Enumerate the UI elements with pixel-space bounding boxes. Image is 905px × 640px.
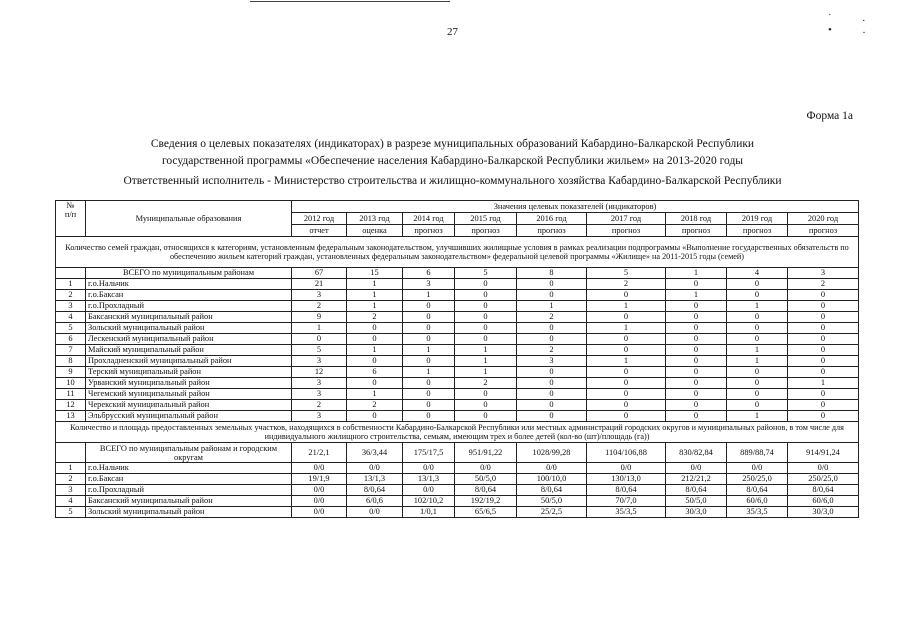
value-cell: 2 <box>517 345 587 356</box>
value-cell: 102/10,2 <box>403 496 455 507</box>
value-cell: 1 <box>347 389 403 400</box>
header-year: 2020 год <box>788 213 859 225</box>
municipality-name: Прохладненский муниципальный район <box>86 356 292 367</box>
value-cell: 0 <box>788 389 859 400</box>
value-cell: 0 <box>517 279 587 290</box>
value-cell: 0 <box>455 279 517 290</box>
header-kind: прогноз <box>727 225 788 237</box>
value-cell: 0 <box>455 301 517 312</box>
header-kind: отчет <box>292 225 347 237</box>
value-cell: 0 <box>788 356 859 367</box>
table-row <box>56 312 859 323</box>
value-cell: 1 <box>587 356 666 367</box>
value-cell: 3 <box>292 356 347 367</box>
value-cell: 0 <box>587 378 666 389</box>
municipality-name: г.о.Баксан <box>86 474 292 485</box>
value-cell: 0/0 <box>517 463 587 474</box>
value-cell: 0 <box>517 290 587 301</box>
row-number: 12 <box>56 400 86 411</box>
header-municipality: Муниципальные образования <box>86 201 292 237</box>
value-cell: 0/0 <box>727 463 788 474</box>
municipality-name: г.о.Нальчик <box>86 279 292 290</box>
value-cell: 60/6,0 <box>727 496 788 507</box>
municipality-name: Баксанский муниципальный район <box>86 312 292 323</box>
value-cell: 0 <box>347 356 403 367</box>
value-cell: 0 <box>666 301 727 312</box>
top-rule <box>250 1 450 2</box>
value-cell: 0 <box>788 400 859 411</box>
municipality-name: Лескенский муниципальный район <box>86 334 292 345</box>
header-year: 2014 год <box>403 213 455 225</box>
value-cell: 2 <box>517 312 587 323</box>
value-cell: 8/0,64 <box>455 485 517 496</box>
value-cell: 2 <box>347 400 403 411</box>
header-values-title: Значения целевых показателей (индикаторов) <box>292 201 859 213</box>
value-cell: 3 <box>292 378 347 389</box>
row-number <box>56 443 86 463</box>
value-cell: 0 <box>517 400 587 411</box>
row-number: 3 <box>56 485 86 496</box>
value-cell: 1 <box>347 301 403 312</box>
value-cell: 0 <box>666 367 727 378</box>
value-cell: 50/5,0 <box>517 496 587 507</box>
municipality-name: г.о.Нальчик <box>86 463 292 474</box>
value-cell: 0/0 <box>292 507 347 518</box>
value-cell: 1 <box>455 356 517 367</box>
value-cell: 0 <box>727 400 788 411</box>
value-cell: 2 <box>292 400 347 411</box>
value-cell: 0/0 <box>292 485 347 496</box>
value-cell: 0 <box>727 389 788 400</box>
value-cell: 8 <box>517 268 587 279</box>
value-cell: 0 <box>455 411 517 422</box>
table-row <box>56 389 859 400</box>
row-number: 1 <box>56 463 86 474</box>
value-cell: 2 <box>788 279 859 290</box>
value-cell: 5 <box>455 268 517 279</box>
value-cell: 0 <box>727 367 788 378</box>
value-cell: 0/0 <box>455 463 517 474</box>
value-cell: 0 <box>455 290 517 301</box>
value-cell: 0 <box>666 411 727 422</box>
value-cell: 1 <box>292 323 347 334</box>
value-cell: 192/19,2 <box>455 496 517 507</box>
municipality-name: г.о.Прохладный <box>86 301 292 312</box>
value-cell: 0 <box>587 290 666 301</box>
value-cell: 3 <box>788 268 859 279</box>
value-cell: 0 <box>403 312 455 323</box>
row-number: 5 <box>56 507 86 518</box>
header-year: 2012 год <box>292 213 347 225</box>
value-cell: 0 <box>788 290 859 301</box>
section-title-row <box>56 237 859 268</box>
value-cell: 65/6,5 <box>455 507 517 518</box>
value-cell: 0 <box>292 334 347 345</box>
value-cell: 0 <box>666 334 727 345</box>
value-cell: 1 <box>587 301 666 312</box>
total-row <box>56 268 859 279</box>
value-cell: 250/25,0 <box>727 474 788 485</box>
row-number: 3 <box>56 301 86 312</box>
value-cell: 0 <box>517 378 587 389</box>
value-cell: 0 <box>455 312 517 323</box>
value-cell: 0/0 <box>292 463 347 474</box>
value-cell: 1 <box>403 290 455 301</box>
indicators-table <box>55 200 859 518</box>
table-row <box>56 507 859 518</box>
value-cell: 8/0,64 <box>788 485 859 496</box>
value-cell: 2 <box>347 312 403 323</box>
value-cell: 0/0 <box>403 463 455 474</box>
value-cell: 0 <box>403 301 455 312</box>
value-cell: 1 <box>727 411 788 422</box>
row-number: 4 <box>56 312 86 323</box>
value-cell: 0/0 <box>347 463 403 474</box>
value-cell: 2 <box>292 301 347 312</box>
value-cell: 1 <box>727 356 788 367</box>
table-row <box>56 301 859 312</box>
value-cell: 1 <box>666 290 727 301</box>
corner-marks: ˙ . • . <box>828 12 880 36</box>
value-cell: 3 <box>403 279 455 290</box>
table-row <box>56 400 859 411</box>
table-row <box>56 496 859 507</box>
value-cell: 70/7,0 <box>587 496 666 507</box>
value-cell: 0 <box>455 400 517 411</box>
value-cell: 0 <box>788 312 859 323</box>
value-cell: 67 <box>292 268 347 279</box>
table-row <box>56 485 859 496</box>
header-kind: прогноз <box>666 225 727 237</box>
value-cell: 3 <box>517 356 587 367</box>
header-kind: прогноз <box>455 225 517 237</box>
value-cell: 30/3,0 <box>788 507 859 518</box>
table-row <box>56 279 859 290</box>
table-row <box>56 334 859 345</box>
value-cell: 0 <box>403 411 455 422</box>
value-cell: 13/1,3 <box>347 474 403 485</box>
value-cell: 0 <box>666 389 727 400</box>
section-title: Количество семей граждан, относящихся к категориям, установленным федеральным законодательством, улучшивших жилищные условия в рамках реализации подпрограммы «Выполнение государственных обязательств по обеспечению жильем категорий граждан, установленных федеральным законодательством» федеральной целевой программы «Жилище» на 2011-2015 годы (семей) <box>56 237 859 268</box>
value-cell: 0 <box>666 312 727 323</box>
value-cell: 0 <box>788 301 859 312</box>
value-cell: 0 <box>587 334 666 345</box>
value-cell: 0/0 <box>666 463 727 474</box>
value-cell: 1 <box>727 301 788 312</box>
value-cell: 0 <box>347 378 403 389</box>
municipality-name: Урванский муниципальный район <box>86 378 292 389</box>
header-year: 2015 год <box>455 213 517 225</box>
value-cell: 3 <box>292 411 347 422</box>
value-cell: 0 <box>403 356 455 367</box>
header-year: 2013 год <box>347 213 403 225</box>
value-cell: 36/3,44 <box>347 443 403 463</box>
header-num: № п/п <box>56 201 86 237</box>
value-cell: 1 <box>666 268 727 279</box>
municipality-name: Чегемский муниципальный район <box>86 389 292 400</box>
value-cell: 2 <box>455 378 517 389</box>
value-cell: 889/88,74 <box>727 443 788 463</box>
value-cell: 35/3,5 <box>587 507 666 518</box>
value-cell: 0 <box>587 312 666 323</box>
value-cell: 8/0,64 <box>347 485 403 496</box>
title-line-3: Ответственный исполнитель - Министерство строительства и жилищно-коммунального хозяйства Кабардино-Балкарской Республики <box>123 175 782 187</box>
value-cell: 0 <box>587 411 666 422</box>
municipality-name: Зольский муниципальный район <box>86 323 292 334</box>
value-cell: 0 <box>455 389 517 400</box>
value-cell: 8/0,64 <box>727 485 788 496</box>
value-cell: 100/10,0 <box>517 474 587 485</box>
value-cell: 0 <box>727 334 788 345</box>
value-cell: 0 <box>347 323 403 334</box>
title-line-2: государственной программы «Обеспечение населения Кабардино-Балкарской Республики жильем» на 2013-2020 годы <box>161 155 744 167</box>
table-row <box>56 411 859 422</box>
value-cell: 30/3,0 <box>666 507 727 518</box>
row-number: 7 <box>56 345 86 356</box>
value-cell: 0 <box>403 323 455 334</box>
value-cell: 0 <box>347 411 403 422</box>
value-cell: 13/1,3 <box>403 474 455 485</box>
value-cell: 0 <box>666 400 727 411</box>
value-cell: 0 <box>403 400 455 411</box>
value-cell: 250/25,0 <box>788 474 859 485</box>
value-cell: 0 <box>455 323 517 334</box>
section-title: Количество и площадь предоставленных земельных участков, находящихся в собственности Кабардино-Балкарской Республики или местных администраций городских округов и муниципальных районов, в том числе для индивидуального жилищного строительства, семьям, имеющим трех и более детей (кол-во (шт)/площадь (га)) <box>56 422 859 443</box>
value-cell: 0 <box>666 279 727 290</box>
row-number: 2 <box>56 474 86 485</box>
value-cell: 50/5,0 <box>666 496 727 507</box>
value-cell: 1 <box>347 290 403 301</box>
value-cell: 0 <box>727 279 788 290</box>
header-kind: прогноз <box>587 225 666 237</box>
value-cell: 0 <box>517 323 587 334</box>
section-title-row <box>56 422 859 443</box>
value-cell: 0 <box>788 323 859 334</box>
total-label: ВСЕГО по муниципальным районам и городским округам <box>86 443 292 463</box>
table-row <box>56 367 859 378</box>
value-cell: 0 <box>347 334 403 345</box>
value-cell: 0/0 <box>292 496 347 507</box>
value-cell: 8/0,64 <box>517 485 587 496</box>
header-year: 2018 год <box>666 213 727 225</box>
value-cell: 1 <box>455 345 517 356</box>
total-row <box>56 443 859 463</box>
value-cell: 0 <box>587 400 666 411</box>
municipality-name: Эльбрусский муниципальный район <box>86 411 292 422</box>
municipality-name: г.о.Прохладный <box>86 485 292 496</box>
value-cell: 914/91,24 <box>788 443 859 463</box>
value-cell: 0 <box>788 411 859 422</box>
form-label: Форма 1а <box>806 110 853 122</box>
row-number: 11 <box>56 389 86 400</box>
table-row <box>56 323 859 334</box>
header-kind: оценка <box>347 225 403 237</box>
value-cell: 25/2,5 <box>517 507 587 518</box>
value-cell: 5 <box>587 268 666 279</box>
table-row <box>56 290 859 301</box>
value-cell: 6 <box>347 367 403 378</box>
value-cell: 8/0,64 <box>666 485 727 496</box>
value-cell: 21 <box>292 279 347 290</box>
value-cell: 1 <box>517 301 587 312</box>
value-cell: 1 <box>727 345 788 356</box>
municipality-name: Зольский муниципальный район <box>86 507 292 518</box>
value-cell: 0 <box>666 356 727 367</box>
row-number: 4 <box>56 496 86 507</box>
value-cell: 3 <box>292 290 347 301</box>
value-cell: 50/5,0 <box>455 474 517 485</box>
value-cell: 2 <box>587 279 666 290</box>
value-cell: 8/0,64 <box>587 485 666 496</box>
value-cell: 1 <box>403 345 455 356</box>
value-cell: 3 <box>292 389 347 400</box>
value-cell: 1104/106,88 <box>587 443 666 463</box>
value-cell: 212/21,2 <box>666 474 727 485</box>
value-cell: 1 <box>587 323 666 334</box>
municipality-name: Баксанский муниципальный район <box>86 496 292 507</box>
value-cell: 0 <box>788 367 859 378</box>
value-cell: 0/0 <box>788 463 859 474</box>
value-cell: 0/0 <box>403 485 455 496</box>
value-cell: 0 <box>666 345 727 356</box>
value-cell: 4 <box>727 268 788 279</box>
value-cell: 1028/99,28 <box>517 443 587 463</box>
value-cell: 0 <box>517 367 587 378</box>
value-cell: 0 <box>587 345 666 356</box>
value-cell: 0 <box>587 389 666 400</box>
value-cell: 0 <box>788 334 859 345</box>
header-year: 2016 год <box>517 213 587 225</box>
value-cell: 0 <box>727 290 788 301</box>
row-number: 13 <box>56 411 86 422</box>
value-cell: 130/13,0 <box>587 474 666 485</box>
value-cell: 1 <box>347 345 403 356</box>
municipality-name: Майский муниципальный район <box>86 345 292 356</box>
header-kind: прогноз <box>403 225 455 237</box>
row-number: 5 <box>56 323 86 334</box>
value-cell: 60/6,0 <box>788 496 859 507</box>
value-cell: 1 <box>347 279 403 290</box>
row-number <box>56 268 86 279</box>
page-number: 27 <box>447 26 458 38</box>
value-cell: 0 <box>666 323 727 334</box>
municipality-name: г.о.Баксан <box>86 290 292 301</box>
value-cell: 951/91,22 <box>455 443 517 463</box>
value-cell: 5 <box>292 345 347 356</box>
value-cell: 0 <box>788 345 859 356</box>
value-cell: 1/0,1 <box>403 507 455 518</box>
value-cell: 0 <box>587 367 666 378</box>
value-cell: 0 <box>517 334 587 345</box>
value-cell: 0 <box>403 334 455 345</box>
table-row <box>56 378 859 389</box>
value-cell: 0 <box>666 378 727 389</box>
value-cell: 1 <box>455 367 517 378</box>
value-cell: 0 <box>455 334 517 345</box>
value-cell: 0 <box>403 389 455 400</box>
value-cell: 175/17,5 <box>403 443 455 463</box>
row-number: 10 <box>56 378 86 389</box>
value-cell: 6/0,6 <box>347 496 403 507</box>
row-number: 6 <box>56 334 86 345</box>
municipality-name: Черекский муниципальный район <box>86 400 292 411</box>
value-cell: 15 <box>347 268 403 279</box>
value-cell: 9 <box>292 312 347 323</box>
value-cell: 0 <box>517 411 587 422</box>
value-cell: 6 <box>403 268 455 279</box>
title-line-1: Сведения о целевых показателях (индикаторах) в разрезе муниципальных образований Кабардино-Балкарской Республики <box>150 138 755 150</box>
total-label: ВСЕГО по муниципальным районам <box>86 268 292 279</box>
municipality-name: Терский муниципальный район <box>86 367 292 378</box>
row-number: 8 <box>56 356 86 367</box>
value-cell: 1 <box>788 378 859 389</box>
row-number: 9 <box>56 367 86 378</box>
table-row <box>56 463 859 474</box>
value-cell: 1 <box>403 367 455 378</box>
value-cell: 19/1,9 <box>292 474 347 485</box>
value-cell: 35/3,5 <box>727 507 788 518</box>
header-kind: прогноз <box>788 225 859 237</box>
value-cell: 0 <box>727 378 788 389</box>
value-cell: 21/2,1 <box>292 443 347 463</box>
table-row <box>56 345 859 356</box>
value-cell: 830/82,84 <box>666 443 727 463</box>
value-cell: 0 <box>727 323 788 334</box>
value-cell: 0/0 <box>587 463 666 474</box>
value-cell: 0 <box>403 378 455 389</box>
header-year: 2019 год <box>727 213 788 225</box>
header-year: 2017 год <box>587 213 666 225</box>
header-kind: прогноз <box>517 225 587 237</box>
row-number: 2 <box>56 290 86 301</box>
value-cell: 0 <box>727 312 788 323</box>
table-row <box>56 474 859 485</box>
row-number: 1 <box>56 279 86 290</box>
table-row <box>56 356 859 367</box>
value-cell: 12 <box>292 367 347 378</box>
value-cell: 0/0 <box>347 507 403 518</box>
value-cell: 0 <box>517 389 587 400</box>
